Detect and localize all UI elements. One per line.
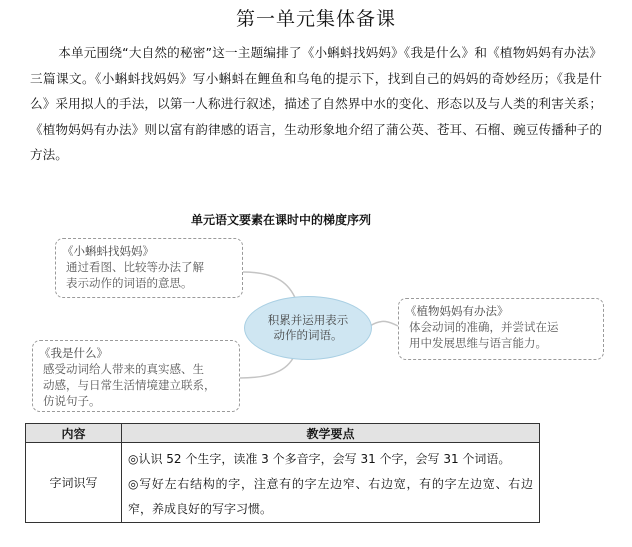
central-goal-bubble [244, 296, 372, 360]
table-header-row [26, 424, 540, 443]
lesson-box-whoami [32, 340, 240, 412]
lesson-title-whoami: 《我是什么》 [39, 346, 108, 360]
central-goal-line: 积累并运用表示 [267, 313, 349, 327]
connector-tadpole [243, 272, 296, 300]
lesson-title-tadpole: 《小蝌蚪找妈妈》 [62, 244, 154, 258]
lesson-line: 动感，与日常生活情境建立联系， [43, 378, 216, 392]
intro-text: 本单元围绕“大自然的秘密”这一主题编排了《小蝌蚪找妈妈》《我是什么》和《植物妈妈有办法》三篇课文。《小蝌蚪找妈妈》写小蝌蚪在鲤鱼和乌龟的提示下，找到自己的妈妈的奇妙经历；《我是什么》采用拟人的手法，以第一人称进行叙述，描述了自然界中水的变化、形态以及与人类的利害关系；《植物妈妈有办法》则以富有韵律感的语言，生动形象地介绍了蒲公英、苍耳、石榴、豌豆传播种子的方法。 [30, 45, 602, 162]
teaching-point: ◎认识 52 个生字，读准 3 个多音字，会写 31 个字，会写 31 个词语。 [128, 452, 511, 466]
lesson-line: 感受动词给人带来的真实感、生 [43, 362, 204, 376]
lesson-box-plants [398, 298, 604, 360]
row-points [122, 443, 540, 523]
central-goal-line: 动作的词语。 [273, 328, 343, 342]
lesson-title-plants: 《植物妈妈有办法》 [405, 304, 509, 318]
table-row [26, 443, 540, 523]
teaching-point: ◎写好左右结构的字，注意有的字左边窄、右边宽，有的字左边宽、右边窄，养成良好的写字习惯。 [128, 477, 533, 516]
column-header-content: 内容 [26, 424, 122, 443]
connector-plants [370, 321, 398, 326]
lesson-line: 表示动作的词语的意思。 [66, 276, 193, 290]
teaching-points-table [25, 423, 540, 523]
column-header-points: 教学要点 [122, 424, 540, 443]
lesson-box-tadpole [55, 238, 243, 298]
lesson-line: 体会动词的准确，并尝试在运 [409, 320, 559, 334]
lesson-line: 用中发展思维与语言能力。 [409, 336, 547, 350]
row-category: 字词识写 [26, 443, 122, 523]
lesson-line: 通过看图、比较等办法了解 [66, 260, 204, 274]
diagram-title: 单元语文要素在课时中的梯度序列 [190, 213, 371, 227]
lesson-line: 仿说句子。 [43, 394, 101, 408]
page-title: 第一单元集体备课 [235, 8, 396, 30]
